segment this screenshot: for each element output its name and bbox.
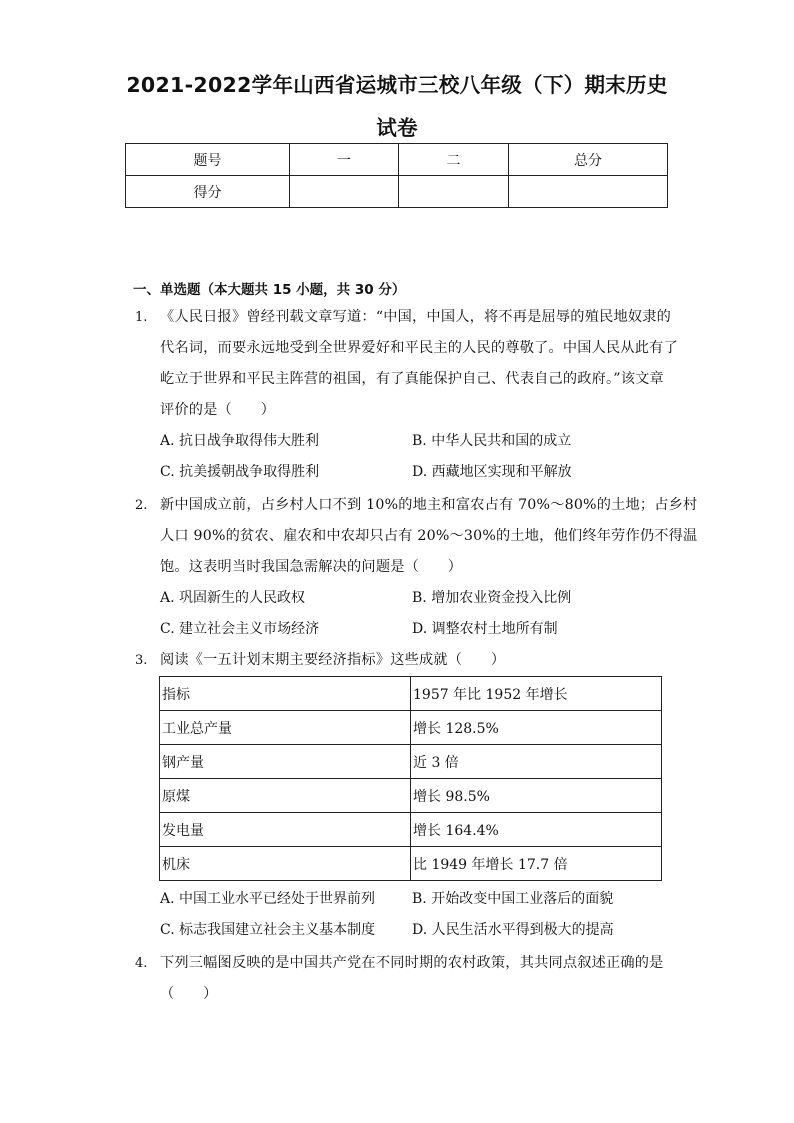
- answer-option: A. 巩固新生的人民政权: [160, 590, 306, 606]
- answer-option: A. 中国工业水平已经处于世界前列: [160, 891, 376, 907]
- question-text-line: 评价的是（ ）: [160, 402, 276, 418]
- table-cell: 比 1949 年增长 17.7 倍: [411, 847, 662, 881]
- table-cell: 指标: [160, 677, 411, 711]
- table-cell: 机床: [160, 847, 411, 881]
- question-number: 3.: [135, 653, 148, 668]
- table-cell: 工业总产量: [160, 711, 411, 745]
- answer-option: C. 建立社会主义市场经济: [160, 621, 320, 637]
- answer-option: B. 开始改变中国工业落后的面貌: [412, 891, 614, 907]
- question-number: 2.: [135, 498, 148, 513]
- score-header-cell: 一: [290, 144, 399, 176]
- exam-title-line1: 2021-2022学年山西省运城市三校八年级（下）期末历史: [126, 73, 668, 97]
- table-row: [160, 779, 662, 813]
- answer-option: D. 调整农村土地所有制: [412, 621, 558, 637]
- table-row: [160, 813, 662, 847]
- score-cell: [399, 176, 509, 208]
- table-row: [160, 677, 662, 711]
- exam-title-line2: 试卷: [376, 116, 418, 140]
- table-cell: 增长 98.5%: [411, 779, 662, 813]
- table-cell: 钢产量: [160, 745, 411, 779]
- table-cell: 增长 128.5%: [411, 711, 662, 745]
- question-text-line: 下列三幅图反映的是中国共产党在不同时期的农村政策，其共同点叙述正确的是: [160, 955, 664, 971]
- table-cell: 原煤: [160, 779, 411, 813]
- question-number: 4.: [135, 956, 148, 971]
- table-cell: 近 3 倍: [411, 745, 662, 779]
- score-table-header-row: [126, 144, 668, 176]
- answer-option: A. 抗日战争取得伟大胜利: [160, 433, 320, 449]
- question-text-line: 新中国成立前，占乡村人口不到 10%的地主和富农占有 70%～80%的土地；占乡村: [160, 497, 698, 513]
- score-table: [125, 143, 668, 208]
- question-text-line: （ ）: [160, 986, 218, 1002]
- answer-option: B. 增加农业资金投入比例: [412, 590, 572, 606]
- score-cell: [290, 176, 399, 208]
- table-cell: 增长 164.4%: [411, 813, 662, 847]
- answer-option: D. 西藏地区实现和平解放: [412, 464, 572, 480]
- score-table-row: [126, 176, 668, 208]
- table-cell: 发电量: [160, 813, 411, 847]
- answer-option: C. 抗美援朝战争取得胜利: [160, 464, 320, 480]
- score-row-label: 得分: [126, 176, 290, 208]
- score-header-cell: 题号: [126, 144, 290, 176]
- score-header-cell: 总分: [509, 144, 668, 176]
- question-text-line: 《人民日报》曾经刊载文章写道：“中国，中国人，将不再是屈辱的殖民地奴隶的: [160, 309, 672, 325]
- answer-option: D. 人民生活水平得到极大的提高: [412, 922, 614, 938]
- question-text-line: 阅读《一五计划末期主要经济指标》这些成就（ ）: [160, 652, 506, 668]
- question-number: 1.: [135, 310, 148, 325]
- section-heading: 一、单选题（本大题共 15 小题，共 30 分）: [133, 282, 406, 298]
- table-row: [160, 711, 662, 745]
- question-text-line: 屹立于世界和平民主阵营的祖国，有了真能保护自己、代表自己的政府。”该文章: [160, 371, 664, 387]
- answer-option: C. 标志我国建立社会主义基本制度: [160, 922, 376, 938]
- question-text-line: 代名词，而要永远地受到全世界爱好和平民主的人民的尊敬了。中国人民从此有了: [160, 340, 678, 356]
- table-row: [160, 745, 662, 779]
- question-text-line: 人口 90%的贫农、雇农和中农却只占有 20%～30%的土地，他们终年劳作仍不得温: [160, 528, 698, 544]
- score-cell: [509, 176, 668, 208]
- score-header-cell: 二: [399, 144, 509, 176]
- question-text-line: 饱。这表明当时我国急需解决的问题是（ ）: [160, 559, 463, 575]
- economic-indicator-table: [159, 676, 662, 881]
- answer-option: B. 中华人民共和国的成立: [412, 433, 572, 449]
- table-row: [160, 847, 662, 881]
- table-cell: 1957 年比 1952 年增长: [411, 677, 662, 711]
